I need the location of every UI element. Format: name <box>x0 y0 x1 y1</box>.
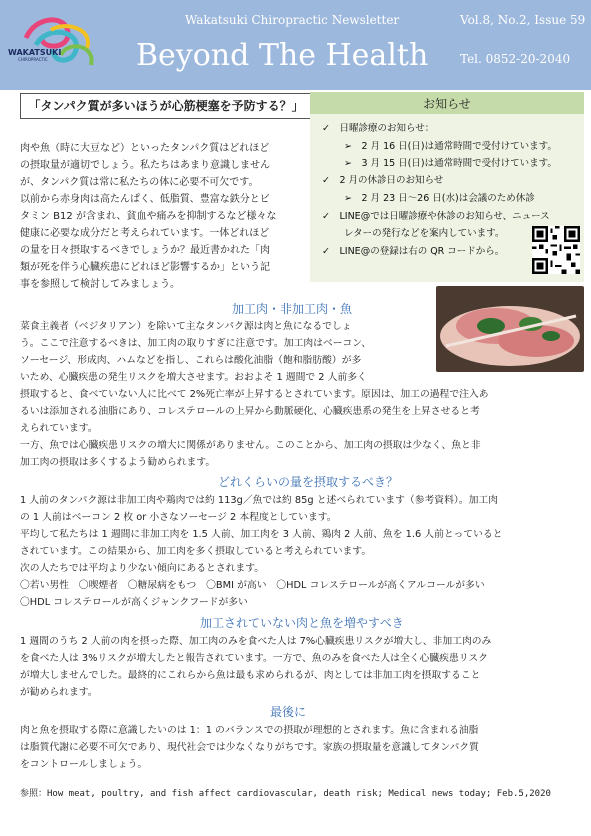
notice-line: ✓ LINE@の登録は右の QR コードから。 <box>322 246 505 257</box>
section-heading: 加工されていない肉と魚を増やすべき <box>200 616 404 630</box>
intro-line: が、タンパク質は常に私たちの体に必要不可欠です。 <box>20 177 259 188</box>
notice-title: お知らせ <box>423 97 471 111</box>
paragraph-line: が増大しませんでした。最終的にこれらから魚は最も求められるが、肉としては非加工肉を摂取すること <box>20 670 481 681</box>
paragraph-line: ソーセージ、形成肉、ハムなどを指し、これらは酸化油脂（飽和脂肪酸）が多 <box>20 355 362 366</box>
paragraph-line: が勧められます。 <box>20 687 98 698</box>
check-icon: ✓ <box>322 175 330 186</box>
newsletter-name: Wakatsuki Chiropractic Newsletter <box>185 13 400 27</box>
paragraph-line: 摂取すると、食べていない人に比べて 2%死亡率が上昇するとされています。原因は、加工の過程で注入あ <box>20 389 489 400</box>
paragraph-line: う。ここで注意するべきは、加工肉の取りすぎに注意です。加工肉はベーコン、 <box>20 338 372 349</box>
article-question-title: 「タンパク質が多いほうが心筋梗塞を予防する？」 <box>20 93 312 119</box>
check-icon: ✓ <box>322 246 330 257</box>
paragraph-line: をコントロールしましょう。 <box>20 759 148 770</box>
paragraph-line: を食べた人は 3%リスクが増大したと報告されています。一方で、魚のみを食べた人は全く心臓疾患リスク <box>20 653 488 664</box>
arrow-icon: ➢ <box>344 141 352 152</box>
paragraph-line: されています。この結果から、加工肉を多く摂取していると考えられています。 <box>20 546 372 557</box>
notice-line: ✓ 日曜診療のお知らせ： <box>322 123 435 134</box>
paragraph-line: えられています。 <box>20 423 98 434</box>
notice-line: ➢ 2 月 16 日(日)は通常時間で受付けています。 <box>344 141 557 152</box>
intro-line: 以前から赤身肉は高たんぱく、低脂質、豊富な鉄分とビ <box>20 194 270 205</box>
check-icon: ✓ <box>322 211 330 222</box>
intro-line: の量を日々摂取するべきでしょうか？最近書かれた「肉 <box>20 245 270 256</box>
newsletter-title: Beyond The Health <box>136 38 429 73</box>
notice-line: ✓ LINE@では日曜診療や休診のお知らせ、ニュース <box>322 211 550 222</box>
paragraph-line: 1 週間のうち 2 人前の肉を摂った際、加工肉のみを食べた人は 7%心臓疾患リスクが増大し、非加工肉のみ <box>20 636 492 647</box>
check-icon: ✓ <box>322 123 330 134</box>
paragraph-line: の 1 人前はベーコン 2 枚 or 小さなソーセージ 2 本程度としています。 <box>20 512 337 523</box>
section-heading: 加工肉・非加工肉・魚 <box>232 302 353 316</box>
issue-number: Vol.8, No.2, Issue 59 <box>460 13 586 27</box>
notice-line: ➢ 2 月 23 日～26 日(水)は会議のため休診 <box>344 193 535 204</box>
arrow-icon: ➢ <box>344 158 352 169</box>
logo-text: WAKATSUKI <box>8 48 62 57</box>
intro-line: タミン B12 が含まれ、貧血や痛みを抑制するなど様々な <box>20 211 277 222</box>
arrow-icon: ➢ <box>344 193 352 204</box>
section-heading: 最後に <box>270 705 307 719</box>
paragraph-line: 一方、魚では心臓疾患リスクの増大に関係がありません。このことから、加工肉の摂取は少なく、魚と非 <box>20 440 481 451</box>
paragraph-line: 平均して私たちは 1 週間に非加工肉を 1.5 人前、加工肉を 3 人前、鶏肉 2 人前、魚を 1.6 人前とっていると <box>20 529 503 540</box>
reference-citation: 参照：How meat, poultry, and fish affect cardiovascular, death risk; Medical news today; Feb.5,2020 <box>20 789 551 799</box>
intro-line: の摂取量が適切でしょう。私たちはあまり意識しません <box>20 160 270 171</box>
paragraph-line: 〇HDL コレステロールが高くジャンクフードが多い <box>20 597 248 608</box>
paragraph-line: いため、心臓疾患の発生リスクを増大させます。おおよそ 1 週間で 2 人前多く <box>20 372 367 383</box>
paragraph-line: るいは添加される油脂にあり、コレステロールの上昇から動脈硬化、心臓疾患系の発生を上昇させると考 <box>20 406 480 417</box>
notice-line: ➢ 3 月 15 日(日)は通常時間で受付けています。 <box>344 158 557 169</box>
paragraph-line: 次の人たちでは平均より少ない傾向にあるとされます。 <box>20 563 265 574</box>
intro-paragraph <box>20 140 310 293</box>
intro-line: 健康に必要な成分だと考えられています。一体どれほど <box>20 228 270 239</box>
intro-line: 肉や魚（時に大豆など）といったタンパク質はどれほど <box>20 143 270 154</box>
clinic-logo <box>6 10 106 80</box>
paragraph-line: 1 人前のタンパク源は非加工肉や鶏肉では約 113g／魚では約 85g と述べられています（参考資料）。加工肉 <box>20 495 498 506</box>
section-heading: どれくらいの量を摂取するべき？ <box>218 475 399 489</box>
meat-photo <box>436 286 584 372</box>
paragraph-line: は脂質代謝に必要不可欠であり、現代社会では少なくなりがちです。家族の摂取量を意識してタンパク質 <box>20 742 479 753</box>
paragraph-line: 肉と魚を摂取する際に意識したいのは 1：1 のバランスでの摂取が理想的とされます。魚に含まれる油脂 <box>20 725 479 736</box>
logo-subtext: CHIROPRACTIC <box>18 57 48 62</box>
intro-line: 類が死を伴う心臓疾患にどれほど影響するか」という記 <box>20 262 270 273</box>
phone-number: Tel. 0852-20-2040 <box>460 52 571 66</box>
paragraph-line: 菜食主義者（ベジタリアン）を除いて主なタンパク源は肉と魚になるでしょ <box>20 321 352 332</box>
notice-line: レターの発行などを案内しています。 <box>344 228 505 239</box>
line-qr-code[interactable] <box>532 226 580 274</box>
notice-line: ✓ 2 月の休診日のお知らせ <box>322 175 444 186</box>
paragraph-line: 加工肉の摂取は多くするよう勧められます。 <box>20 457 216 468</box>
intro-line: 事を参照して検討してみましょう。 <box>20 279 180 290</box>
paragraph-line: 〇若い男性 〇喫煙者 〇糖尿病をもつ 〇BMI が高い 〇HDL コレステロールが高くアルコールが多い <box>20 580 485 591</box>
